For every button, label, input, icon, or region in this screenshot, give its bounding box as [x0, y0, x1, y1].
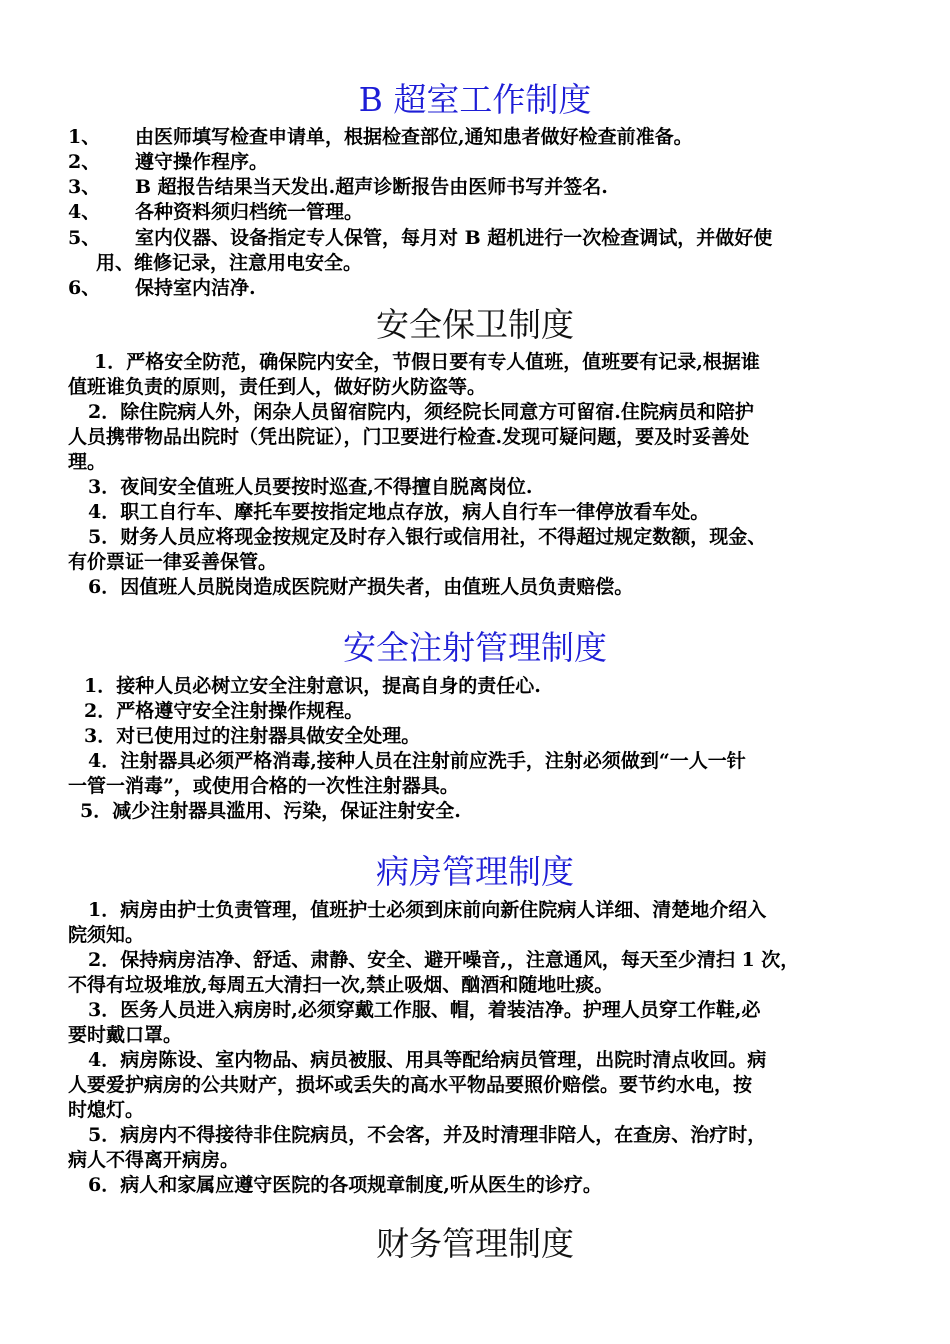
paragraph-line: 4．注射器具必须严格消毒,接种人员在注射前应洗手，注射必须做到“一人一针: [88, 750, 746, 772]
item-number: 3、: [68, 176, 101, 198]
paragraph-line: 3．夜间安全值班人员要按时巡查,不得擅自脱离岗位.: [88, 476, 533, 498]
item-text: 保持室内洁净.: [135, 277, 256, 299]
paragraph-line: 5．财务人员应将现金按规定及时存入银行或信用社，不得超过规定数额，现金、: [88, 526, 767, 548]
paragraph-line: 不得有垃圾堆放,每周五大清扫一次,禁止吸烟、酗酒和随地吐痰。: [68, 974, 614, 996]
item-number: 6、: [68, 277, 101, 299]
item-number: 2、: [68, 151, 101, 173]
item-number: 4、: [68, 201, 101, 223]
paragraph-line: 病人不得离开病房。: [68, 1149, 240, 1171]
paragraph-line: 值班谁负责的原则，责任到人，做好防火防盗等。: [68, 376, 487, 398]
item-text: 由医师填写检查申请单，根据检查部位,通知患者做好检查前准备。: [135, 126, 693, 148]
item-continuation: 用、维修记录，注意用电安全。: [96, 252, 363, 274]
paragraph-line: 理。: [68, 451, 107, 473]
paragraph-line: 有价票证一律妥善保管。: [68, 551, 278, 573]
paragraph-line: 5．病房内不得接待非住院病员，不会客，并及时清理非陪人，在查房、治疗时，: [88, 1124, 767, 1146]
paragraph-line: 1．严格安全防范，确保院内安全，节假日要有专人值班，值班要有记录,根据谁: [94, 351, 760, 373]
item-number: 1、: [68, 126, 101, 148]
paragraph-line: 3．医务人员进入病房时,必须穿戴工作服、帽，着装洁净。护理人员穿工作鞋,必: [88, 999, 761, 1021]
paragraph-line: 院须知。: [68, 924, 145, 946]
item-text: 各种资料须归档统一管理。: [135, 201, 364, 223]
paragraph-line: 一管一消毒”，或使用合格的一次性注射器具。: [68, 775, 459, 797]
section-title-security: 安全保卫制度: [376, 305, 574, 344]
section-title-b-ultrasound: B 超室工作制度: [358, 80, 592, 119]
item-text: B 超报告结果当天发出.超声诊断报告由医师书写并签名.: [135, 176, 608, 198]
paragraph-line: 6．因值班人员脱岗造成医院财产损失者，由值班人员负责赔偿。: [88, 576, 634, 598]
paragraph-line: 4．职工自行车、摩托车要按指定地点存放，病人自行车一律停放看车处。: [88, 501, 710, 523]
paragraph-line: 时熄灯。: [68, 1099, 145, 1121]
item-text: 遵守操作程序。: [135, 151, 269, 173]
paragraph-line: 2．保持病房洁净、舒适、肃静、安全、避开噪音,，注意通风，每天至少清扫 1 次，: [88, 949, 800, 971]
paragraph-line: 2．除住院病人外，闲杂人员留宿院内，须经院长同意方可留宿.住院病员和陪护: [88, 401, 754, 423]
paragraph-line: 6．病人和家属应遵守医院的各项规章制度,听从医生的诊疗。: [88, 1174, 602, 1196]
item-number: 5、: [68, 227, 101, 249]
paragraph-line: 4．病房陈设、室内物品、病员被服、用具等配给病员管理，出院时清点收回。病: [88, 1049, 767, 1071]
section-title-finance: 财务管理制度: [376, 1224, 574, 1263]
paragraph-line: 1．病房由护士负责管理，值班护士必须到床前向新住院病人详细、清楚地介绍入: [88, 899, 767, 921]
paragraph-line: 人要爱护病房的公共财产，损坏或丢失的高水平物品要照价赔偿。要节约水电，按: [68, 1074, 753, 1096]
item-text: 室内仪器、设备指定专人保管，每月对 B 超机进行一次检查调试，并做好使: [135, 227, 773, 249]
paragraph-line: 要时戴口罩。: [68, 1024, 183, 1046]
paragraph-line: 1．接种人员必树立安全注射意识，提高自身的责任心.: [84, 675, 541, 697]
paragraph-line: 3．对已使用过的注射器具做安全处理。: [84, 725, 421, 747]
paragraph-line: 5．减少注射器具滥用、污染，保证注射安全.: [80, 800, 461, 822]
paragraph-line: 人员携带物品出院时（凭出院证），门卫要进行检查.发现可疑问题，要及时妥善处: [68, 426, 750, 448]
paragraph-line: 2．严格遵守安全注射操作规程。: [84, 700, 364, 722]
section-title-ward-management: 病房管理制度: [376, 852, 574, 891]
section-title-safe-injection: 安全注射管理制度: [343, 628, 607, 667]
